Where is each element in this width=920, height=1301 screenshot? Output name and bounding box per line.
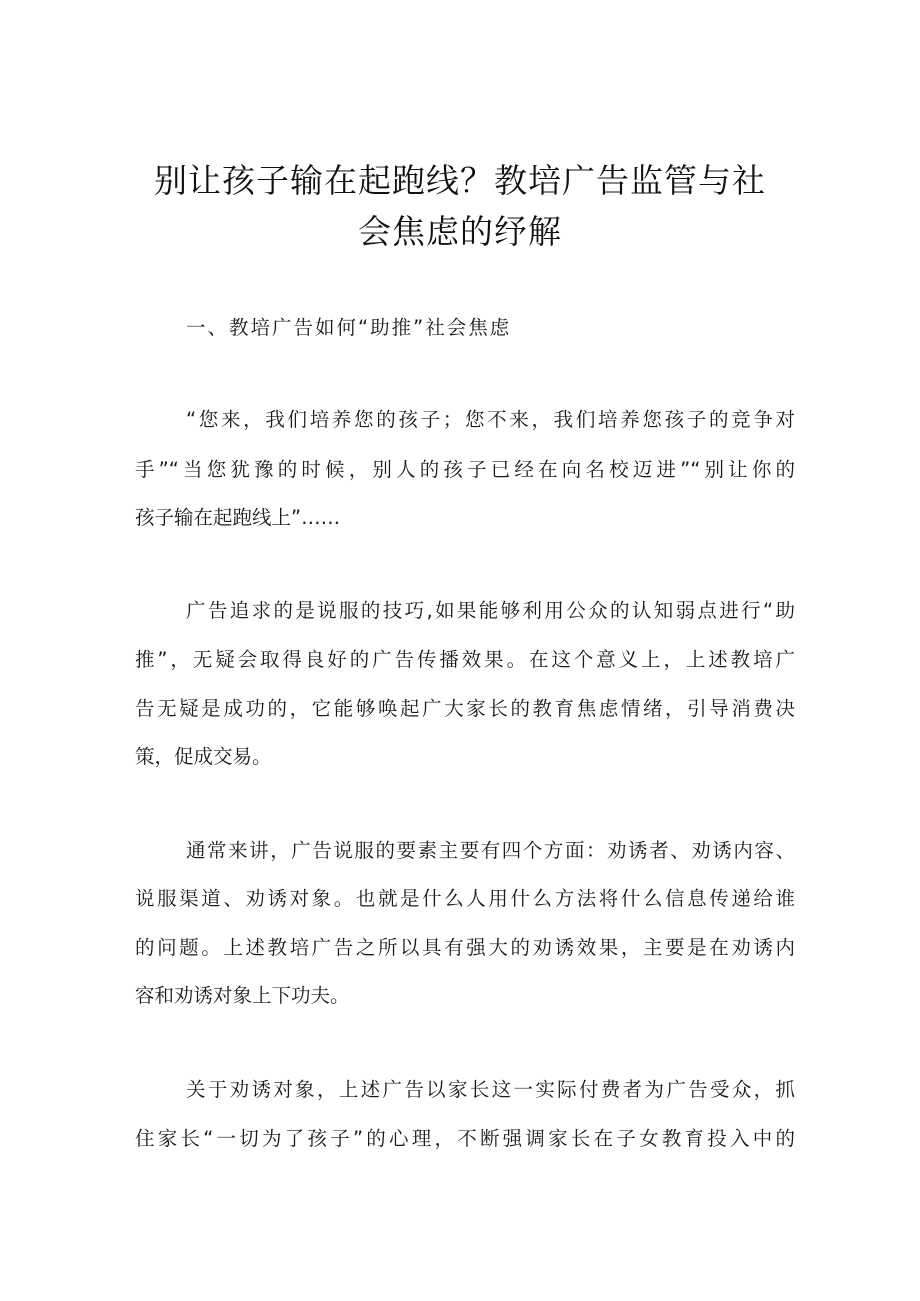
paragraph-line: 推”，无疑会取得良好的广告传播效果。在这个意义上，上述教培广: [135, 648, 795, 671]
paragraph-line: 告无疑是成功的，它能够唤起广大家长的教育焦虑情绪，引导消费决: [135, 697, 795, 720]
paragraph-line: 策，促成交易。: [135, 745, 272, 768]
document-title-line-2: 会焦虑的纾解: [358, 212, 562, 251]
document-title-line-1: 别让孩子输在起跑线？教培广告监管与社: [154, 161, 766, 200]
paragraph-line: 孩子输在起跑线上”……: [135, 506, 341, 529]
paragraph-line: 关于劝诱对象，上述广告以家长这一实际付费者为广告受众，抓: [186, 1078, 795, 1101]
paragraph-line: 广告追求的是说服的技巧,如果能够利用公众的认知弱点进行“助: [186, 599, 795, 622]
paragraph-line: 容和劝诱对象上下功夫。: [135, 984, 350, 1007]
paragraph-line: 的问题。上述教培广告之所以具有强大的劝诱效果，主要是在劝诱内: [135, 936, 795, 959]
paragraph-line: 通常来讲，广告说服的要素主要有四个方面：劝诱者、劝诱内容、: [186, 839, 795, 862]
paragraph-line: 住家长“一切为了孩子”的心理，不断强调家长在子女教育投入中的: [135, 1127, 795, 1150]
paragraph-line: 手”“当您犹豫的时候，别人的孩子已经在向名校迈进”“别让你的: [135, 458, 795, 481]
paragraph-line: “您来，我们培养您的孩子；您不来，我们培养您孩子的竞争对: [186, 408, 795, 431]
paragraph-line: 说服渠道、劝诱对象。也就是什么人用什么方法将什么信息传递给谁: [135, 887, 795, 910]
section-heading: 一、教培广告如何“助推”社会焦虑: [186, 316, 512, 339]
